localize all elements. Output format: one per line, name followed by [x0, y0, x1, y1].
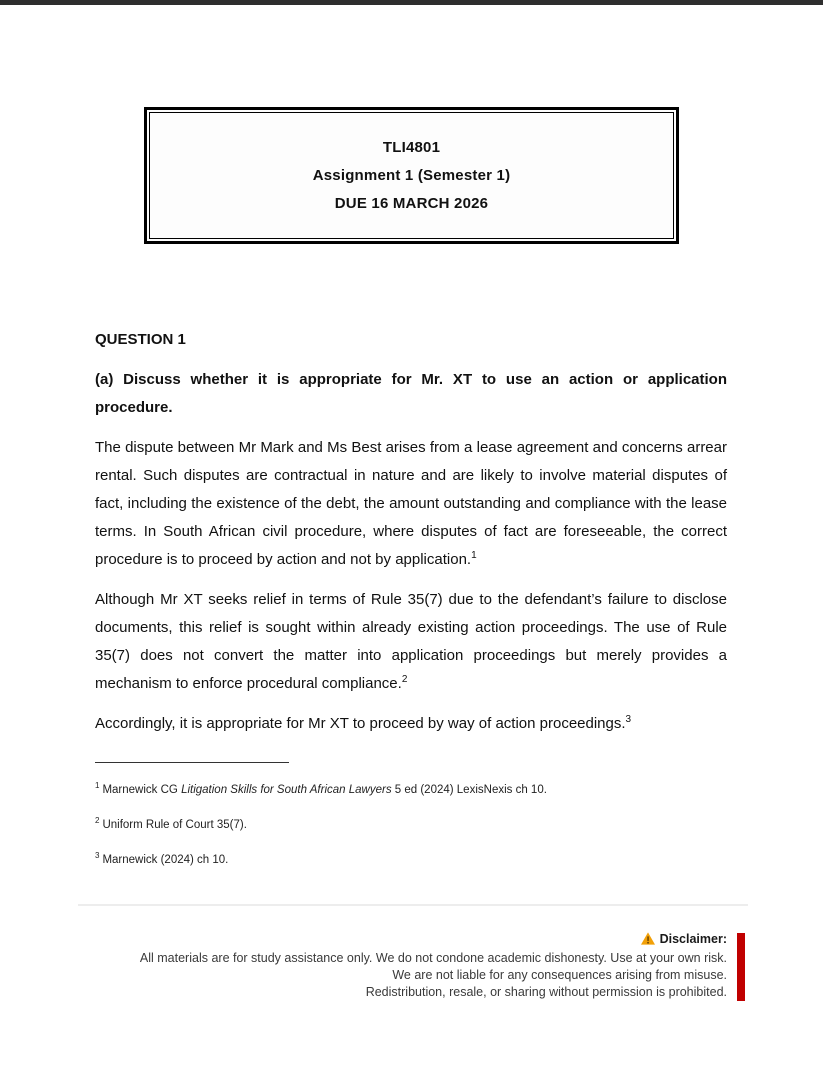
- footer-divider: [78, 904, 748, 906]
- footnote-3-number: 3: [95, 851, 100, 861]
- paragraph-3: [95, 710, 727, 738]
- disclaimer-header: [87, 931, 727, 950]
- title-box: [144, 107, 679, 244]
- footnote-1-italic-title: Litigation Skills for South African Lawyers: [181, 784, 392, 796]
- assignment-title: Assignment 1 (Semester 1): [312, 167, 511, 184]
- footnote-1-text: Marnewick CG: [102, 784, 182, 796]
- question-heading: QUESTION 1: [95, 331, 186, 348]
- footnote-2: [95, 818, 727, 833]
- due-date: DUE 16 MARCH 2026: [334, 195, 489, 212]
- footnote-1-text-after: 5 ed (2024) LexisNexis ch 10.: [391, 784, 547, 796]
- disclaimer-line-2: We are not liable for any consequences arising from misuse.: [392, 968, 727, 982]
- title-box-inner: [149, 112, 674, 239]
- top-window-bar: [0, 0, 823, 5]
- disclaimer-accent-bar: [737, 933, 745, 1001]
- disclaimer-line-1: All materials are for study assistance only. We do not condone academic dishonesty. Use at your own risk.: [139, 951, 727, 965]
- disclaimer-block: [87, 931, 727, 1001]
- document-body: [95, 326, 727, 868]
- course-code: TLI4801: [382, 139, 441, 156]
- footnote-2-text: Uniform Rule of Court 35(7).: [102, 819, 247, 831]
- disclaimer-label: Disclaimer:: [659, 932, 727, 946]
- footnote-1-number: 1: [95, 781, 100, 791]
- footnote-2-number: 2: [95, 816, 100, 826]
- warning-triangle-icon: [641, 932, 655, 950]
- footnote-1: [95, 783, 727, 798]
- footnote-ref-3: 3: [625, 714, 632, 725]
- paragraph-2: [95, 586, 727, 698]
- paragraph-1: [95, 434, 727, 574]
- paragraph-3-text: Accordingly, it is appropriate for Mr XT to proceed by way of action proceedings.: [95, 715, 626, 732]
- disclaimer-line-3: Redistribution, resale, or sharing without permission is prohibited.: [365, 985, 727, 999]
- footnote-ref-2: 2: [401, 674, 408, 685]
- footnote-separator: [95, 762, 289, 763]
- paragraph-1-text: The dispute between Mr Mark and Ms Best arises from a lease agreement and concerns arrear rental. Such disputes are contractual in nature and are likely to involve material disputes of fact, including the existence of the debt, the amount outstanding and compliance with the lease terms. In South African civil procedure, where disputes of fact are foreseeable, the correct procedure is to proceed by action and not by application.: [95, 439, 727, 568]
- paragraph-2-text: Although Mr XT seeks relief in terms of Rule 35(7) due to the defendant’s failure to disclose documents, this relief is sought within already existing action proceedings. The use of Rule 35(7) does not convert the matter into application proceedings but merely provides a mechanism to enforce procedural compliance.: [95, 591, 727, 692]
- footnote-ref-1: 1: [471, 550, 477, 561]
- footnote-3-text: Marnewick (2024) ch 10.: [102, 854, 229, 866]
- question-subheading: (a) Discuss whether it is appropriate for Mr. XT to use an action or application procedure.: [95, 371, 727, 416]
- footnote-3: [95, 853, 727, 868]
